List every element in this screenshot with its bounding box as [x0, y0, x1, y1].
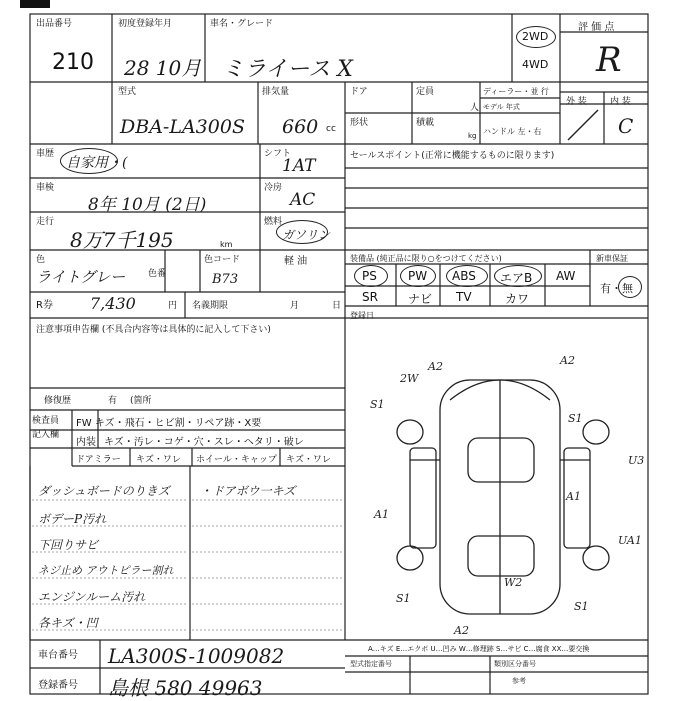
- score-label: 評 価 点: [578, 22, 615, 33]
- drive-2wd: 2WD: [522, 30, 549, 43]
- name-label: 車名・グレード: [210, 19, 274, 29]
- use-circle: [60, 148, 118, 174]
- equip-ps-circle: [354, 265, 388, 287]
- term-day: 日: [332, 301, 342, 311]
- repair-yes: 有: [108, 396, 118, 406]
- check-row-3-a: ドアミラー: [76, 455, 121, 465]
- remark-2: ボデーP汚れ: [38, 512, 107, 526]
- fuel-label: 燃料: [264, 217, 283, 227]
- color-no-label: 色番: [148, 269, 167, 279]
- cert-label: 型式指定番号: [350, 660, 392, 668]
- score-value: R: [596, 40, 622, 80]
- check-row-3-d: キズ・ワレ: [286, 455, 331, 465]
- inspector-label: 検査員 記入欄: [32, 416, 60, 440]
- check-row-3-c: ホイール・キャップ: [196, 455, 277, 465]
- lot-number: 210: [52, 50, 94, 75]
- warranty-label: 新車保証: [596, 254, 628, 263]
- ext-label: 外 装: [566, 97, 587, 107]
- first-reg-value: 28 10月: [124, 56, 202, 80]
- recycle-yen: 円: [168, 301, 178, 311]
- equip-sr: SR: [362, 290, 378, 304]
- door-label: ドア: [350, 87, 368, 97]
- shift-label: シフト: [264, 149, 292, 159]
- plate-label: 登録番号: [38, 680, 78, 691]
- repair-label: 修復歴: [44, 396, 72, 406]
- repair-place: (箇所: [130, 396, 152, 406]
- car-damage-diagram: [350, 340, 648, 640]
- shift-value: 1AT: [282, 156, 316, 176]
- model-label: 型式: [118, 87, 137, 97]
- use-value: 自家用・(: [66, 155, 128, 171]
- recycle-value: 7,430: [90, 294, 136, 313]
- mileage-label: 走行: [36, 217, 55, 227]
- disp-value: 660: [282, 116, 319, 138]
- warranty-value: 有・無: [600, 282, 633, 295]
- remark-1: ダッシュボードのりきズ: [38, 484, 170, 498]
- equip-airbag: エアB: [500, 271, 533, 285]
- notes-label: 注意事項申告欄 (不具合内容等は具体的に記入して下さい): [36, 325, 271, 335]
- equip-airbag-circle: [494, 265, 542, 287]
- use-label: 車歴: [36, 149, 55, 159]
- check-row-2-lead: 内装: [76, 437, 96, 448]
- load-label: 積載: [416, 118, 435, 128]
- equip-pw: PW: [408, 269, 428, 283]
- equip-aw: AW: [556, 269, 576, 283]
- check-row-3-b: キズ・ワレ: [136, 455, 181, 465]
- equip-abs-circle: [446, 265, 488, 287]
- fuel-circle: [276, 220, 331, 244]
- equip-ps: PS: [362, 269, 377, 283]
- first-reg-label: 初度登録年月: [118, 19, 173, 29]
- model-value: DBA-LA300S: [120, 116, 245, 138]
- mileage-value: 8万7千195: [70, 228, 174, 252]
- remark-3: 下回りサビ: [38, 538, 99, 552]
- chassis-label: 車台番号: [38, 650, 78, 661]
- warranty-circle: [618, 276, 642, 298]
- mileage-km: km: [220, 240, 233, 249]
- ac-label: 冷房: [264, 183, 283, 193]
- plate-value: 島根 580 49963: [108, 676, 263, 700]
- fuel-value: ガソリン: [282, 228, 331, 242]
- drive-4wd: 4WD: [522, 58, 549, 71]
- cap-unit: 人: [470, 103, 480, 113]
- term-month: 月: [290, 301, 300, 311]
- cap-label: 定員: [416, 87, 435, 97]
- color-label: 色: [36, 255, 46, 265]
- remark-5: エンジンルーム汚れ: [38, 590, 146, 604]
- inspection-label: 車検: [36, 183, 55, 193]
- int-grade: C: [618, 114, 634, 138]
- color-code-label: 色コード: [204, 255, 241, 265]
- equip-tv: TV: [456, 290, 472, 304]
- int-label: 内 装: [610, 97, 631, 107]
- mark-s1-left: S1: [370, 398, 385, 411]
- remark-side: ・ドアボウ一キズ: [200, 484, 296, 498]
- remark-4: ネジ止め アウトピラー割れ: [38, 564, 174, 577]
- dealer-label: ディーラー・並 行: [483, 87, 549, 96]
- handle-label: ハンドル 左・右: [483, 127, 542, 136]
- equip-pw-circle: [400, 265, 436, 287]
- mark-a1-right: A1: [566, 490, 581, 503]
- mark-a2-top-left: A2: [428, 360, 443, 373]
- fuel-option: 軽 油: [284, 256, 308, 267]
- disp-unit: cc: [326, 124, 336, 134]
- mark-a2-bottom: A2: [454, 624, 469, 637]
- equip-abs: ABS: [452, 269, 476, 283]
- damage-legend: A…キズ E…エクボ U…凹み W…修理跡 S…サビ C…腐食 XX…要交換: [368, 645, 590, 653]
- ac-value: AC: [290, 190, 316, 210]
- remark-6: 各キズ・凹: [38, 616, 98, 630]
- mark-s1-bottom-right: S1: [574, 600, 589, 613]
- term-label: 名義期限: [192, 301, 229, 311]
- model-year-label: モデル 年式: [483, 103, 520, 111]
- equip-navi: ナビ: [408, 292, 433, 306]
- ref-label: 参考: [512, 677, 526, 685]
- drive-2wd-circle: [516, 26, 556, 48]
- mark-ua1: UA1: [618, 534, 642, 547]
- mark-a2-top-right: A2: [560, 354, 575, 367]
- recycle-label: R券: [36, 300, 53, 311]
- mark-s1-right: S1: [568, 412, 583, 425]
- mark-a1-left: A1: [374, 508, 389, 521]
- check-row-1: FW キズ・飛石・ヒビ割・リペア跡・X要: [76, 418, 262, 429]
- chassis-value: LA300S-1009082: [108, 644, 285, 668]
- equip-label: 装備品 (純正品に限り○をつけてください): [350, 254, 502, 263]
- lot-label: 出品番号: [36, 19, 73, 29]
- disp-label: 排気量: [262, 87, 290, 97]
- reg-plate-label: 登録日: [350, 311, 374, 320]
- mark-w2: W2: [504, 576, 523, 589]
- check-row-2: キズ・汚レ・コゲ・穴・スレ・ヘタリ・破レ: [104, 437, 304, 448]
- load-unit: kg: [468, 132, 477, 140]
- mark-s1-bottom: S1: [396, 592, 411, 605]
- mark-u3: U3: [628, 454, 645, 467]
- shape-label: 形状: [350, 118, 369, 128]
- inspection-value: 8年 10月 (2日): [88, 195, 207, 215]
- equip-kawa: カワ: [505, 292, 530, 306]
- cat-label: 類別区分番号: [494, 660, 536, 668]
- car-name: ミライース X: [222, 57, 353, 82]
- color-value: ライトグレー: [36, 268, 126, 286]
- sales-label: セールスポイント(正常に機能するものに限ります): [350, 151, 555, 161]
- mark-2w: 2W: [400, 372, 419, 385]
- color-code: B73: [212, 272, 239, 287]
